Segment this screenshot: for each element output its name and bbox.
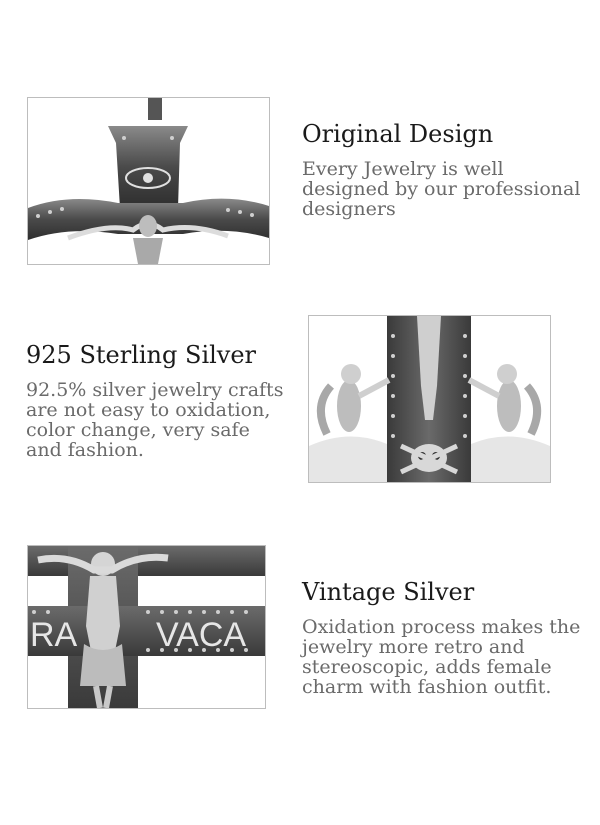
section-heading: Original Design — [302, 120, 494, 148]
caravaca-cross-icon — [28, 546, 265, 708]
cross-with-angels-icon — [309, 316, 550, 482]
section-description — [26, 380, 283, 460]
description-line: 92.5% silver jewelry crafts — [26, 379, 284, 401]
description-line: color change, very safe — [26, 419, 250, 441]
product-image-vintage-silver — [27, 545, 266, 709]
product-image-original-design — [27, 97, 270, 265]
section-vintage-silver — [302, 577, 580, 697]
description-line: jewelry more retro and — [302, 636, 525, 658]
engraving-left: RA — [30, 616, 78, 654]
description-line: are not easy to oxidation, — [26, 399, 271, 421]
section-heading: Vintage Silver — [302, 578, 475, 606]
product-image-sterling-silver — [308, 315, 551, 483]
eye-cross-pendant-icon — [28, 98, 269, 264]
section-description — [302, 159, 580, 219]
section-original-design — [302, 119, 580, 219]
description-line: designed by our professional — [302, 178, 581, 200]
description-line: Every Jewelry is well — [302, 158, 504, 180]
section-sterling-silver — [26, 340, 283, 460]
description-line: Oxidation process makes the — [302, 616, 581, 638]
description-line: charm with fashion outfit. — [302, 676, 552, 698]
description-line: and fashion. — [26, 439, 144, 461]
engraving-right: VACA — [156, 616, 247, 654]
description-line: stereoscopic, adds female — [302, 656, 552, 678]
section-heading: 925 Sterling Silver — [26, 341, 257, 369]
section-description — [302, 617, 580, 697]
description-line: designers — [302, 198, 396, 220]
